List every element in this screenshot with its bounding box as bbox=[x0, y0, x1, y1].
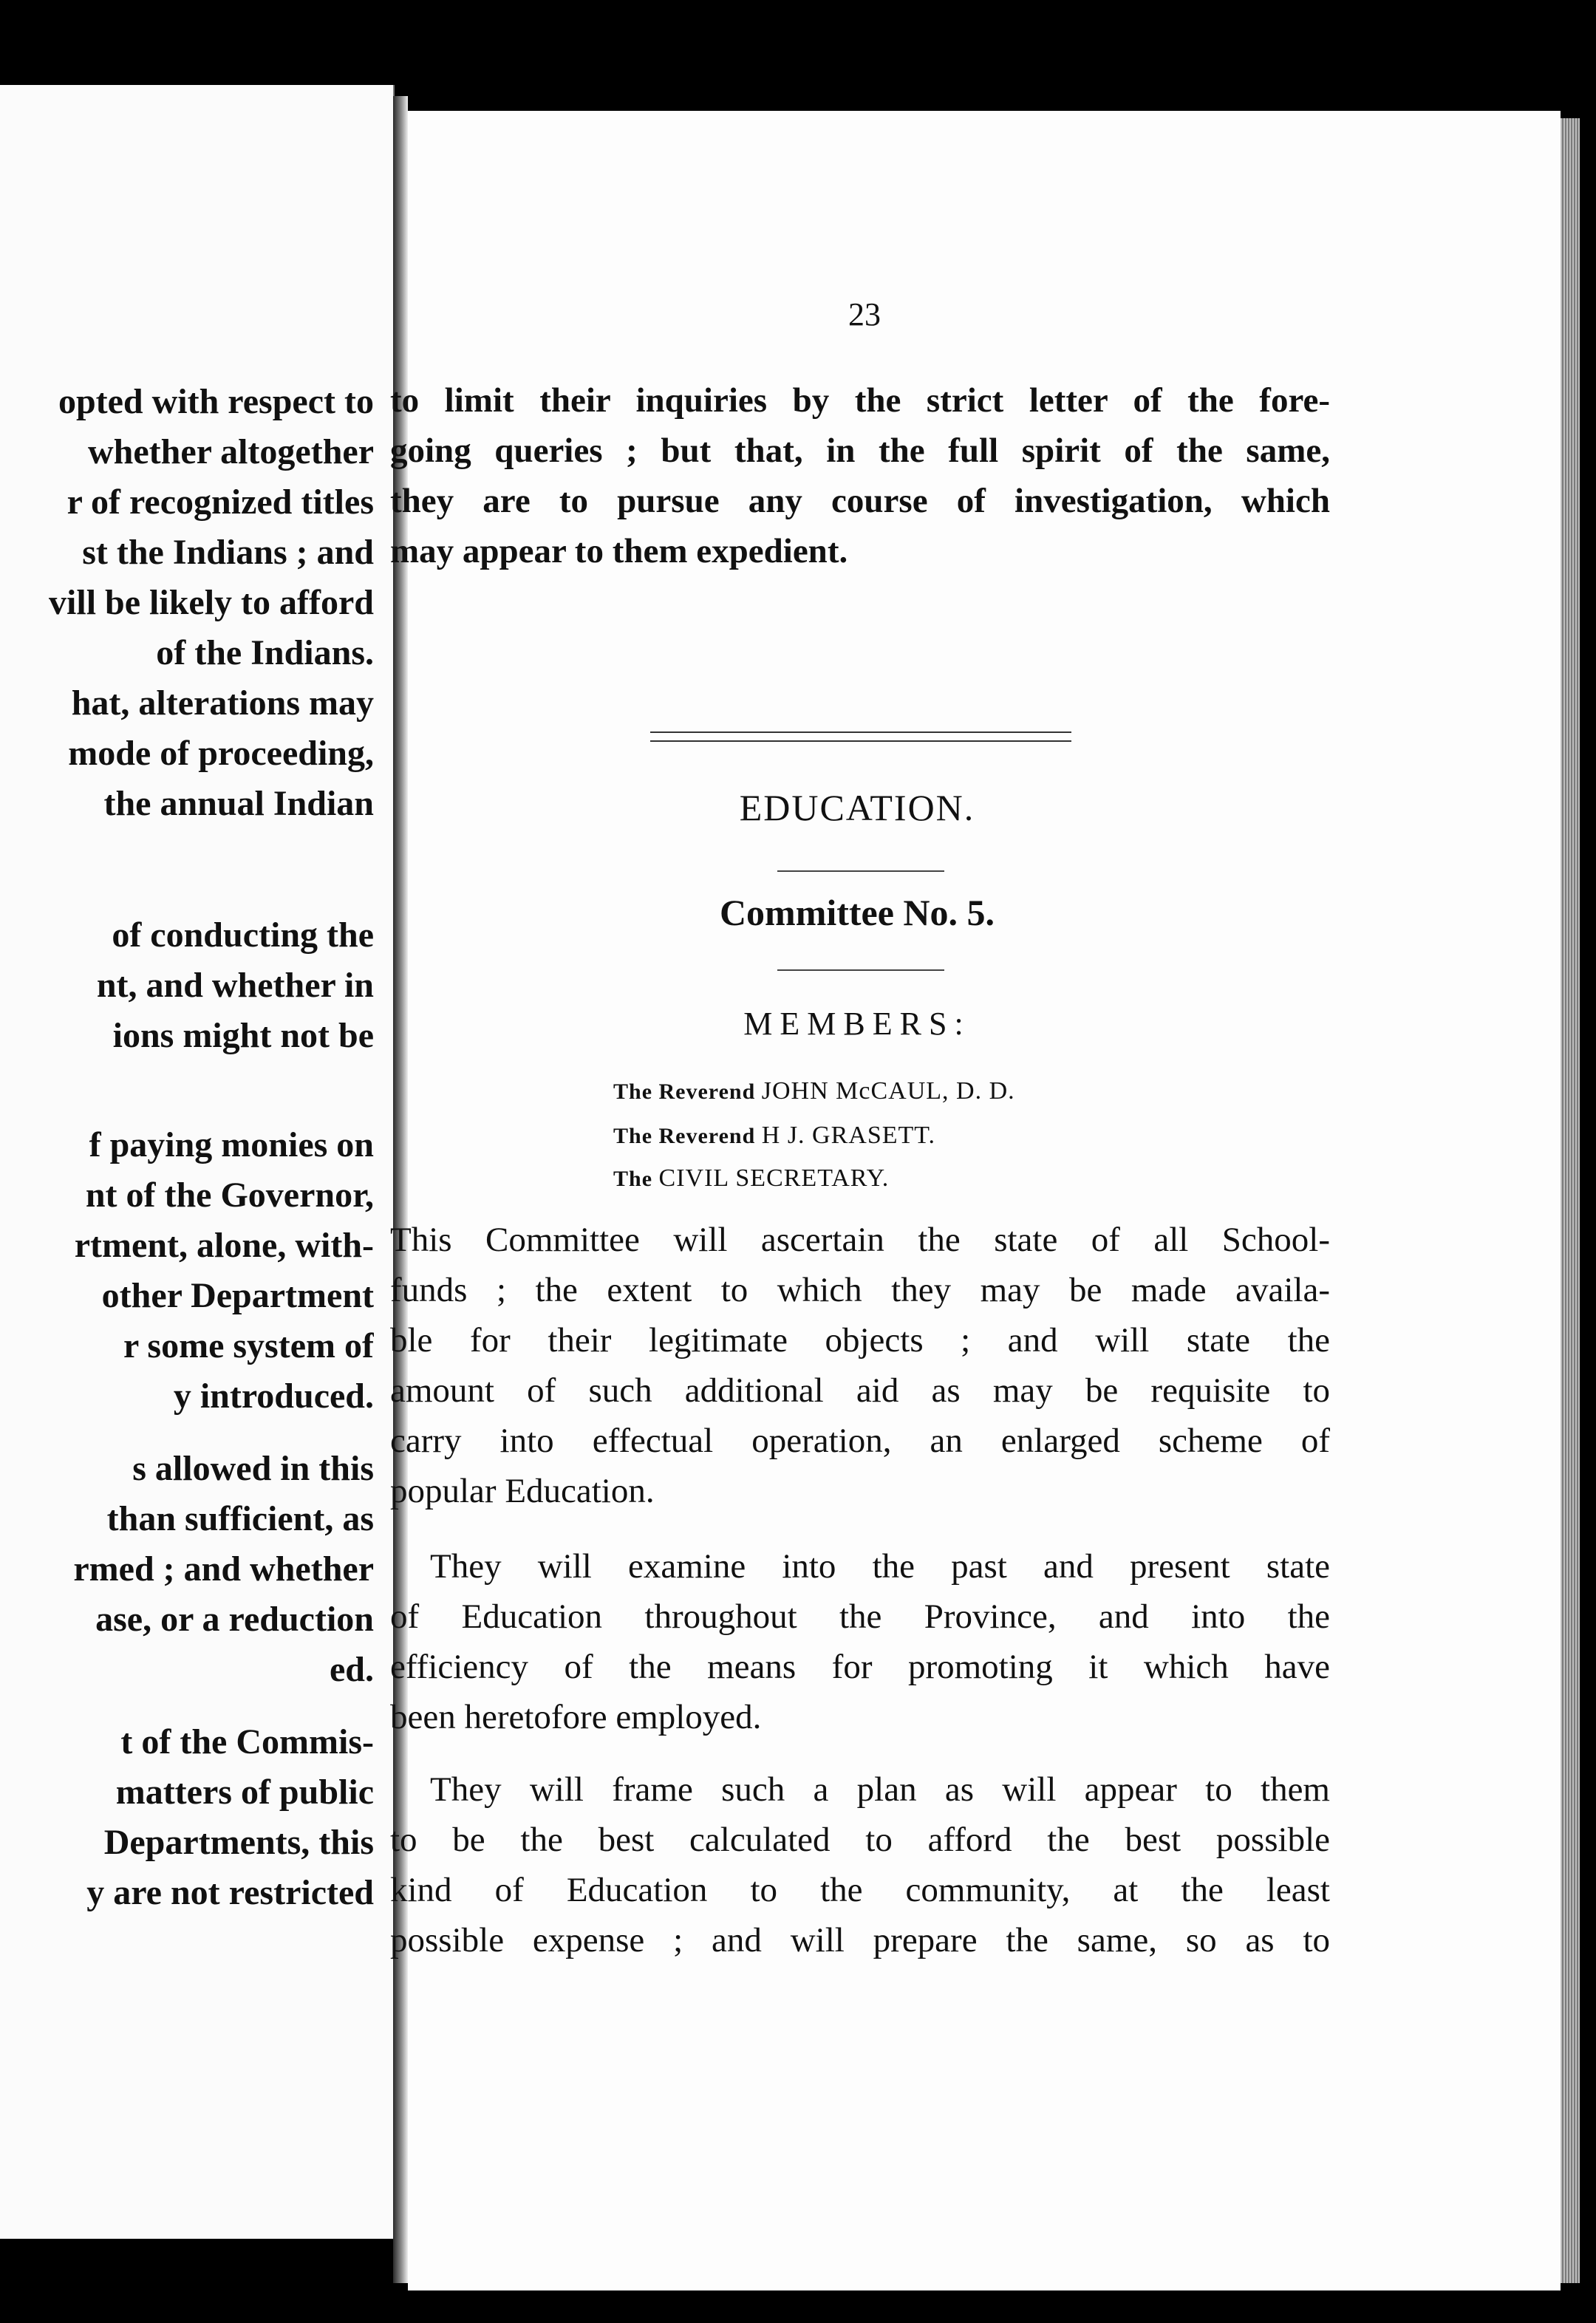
left-line: Departments, this bbox=[103, 1823, 374, 1862]
text-line: to be the best calculated to afford the best possible bbox=[390, 1821, 1330, 1859]
left-line: opted with respect to bbox=[58, 382, 374, 421]
left-line: f paying monies on bbox=[89, 1125, 374, 1164]
left-line: other Department bbox=[101, 1276, 374, 1315]
member-prefix: The bbox=[613, 1167, 653, 1191]
committee-title: Committee No. 5. bbox=[719, 892, 995, 933]
left-line: y are not restricted bbox=[86, 1873, 374, 1912]
section-divider bbox=[650, 731, 1071, 742]
left-line: of conducting the bbox=[112, 915, 374, 955]
text-line: This Committee will ascertain the state of all School- bbox=[390, 1221, 1330, 1259]
left-line: than sufficient, as bbox=[106, 1499, 374, 1538]
left-page bbox=[0, 85, 395, 2239]
paragraph-school-funds bbox=[390, 1215, 1330, 1516]
left-line: rtment, alone, with- bbox=[74, 1226, 374, 1265]
left-line: rmed ; and whether bbox=[73, 1549, 374, 1589]
committee-rule bbox=[777, 969, 944, 971]
text-line: efficiency of the means for promoting it which have bbox=[390, 1648, 1330, 1686]
page-edges bbox=[1561, 118, 1580, 2283]
text-line: they are to pursue any course of investigation, which bbox=[390, 482, 1330, 520]
left-line: s allowed in this bbox=[132, 1449, 374, 1488]
left-page-text bbox=[0, 377, 374, 1918]
left-line: nt of the Governor, bbox=[85, 1176, 374, 1215]
title-rule bbox=[777, 870, 944, 872]
left-line: r some system of bbox=[123, 1326, 374, 1365]
left-line: st the Indians ; and bbox=[82, 533, 374, 572]
member-prefix: The Reverend bbox=[613, 1124, 756, 1148]
left-line: vill be likely to afford bbox=[49, 583, 374, 622]
left-line: whether altogether bbox=[88, 432, 374, 471]
left-line: ed. bbox=[330, 1650, 374, 1689]
paragraph-examine bbox=[390, 1541, 1330, 1742]
text-line: They will examine into the past and present state bbox=[430, 1547, 1330, 1586]
member-entry bbox=[613, 1122, 935, 1150]
text-line: may appear to them expedient. bbox=[390, 532, 848, 570]
text-line: going queries ; but that, in the full spirit of the same, bbox=[390, 431, 1330, 470]
member-name: JOHN McCAUL, D. D. bbox=[761, 1077, 1015, 1105]
left-line: matters of public bbox=[115, 1773, 374, 1812]
continuation-paragraph bbox=[390, 375, 1330, 576]
member-name: H J. GRASETT. bbox=[761, 1122, 936, 1149]
left-line: mode of proceeding, bbox=[68, 734, 374, 773]
text-line: of Education throughout the Province, and into the bbox=[390, 1597, 1330, 1636]
paragraph-frame-plan bbox=[390, 1764, 1330, 1965]
text-line: They will frame such a plan as will appear to them bbox=[430, 1770, 1330, 1809]
members-heading: MEMBERS: bbox=[743, 1006, 971, 1042]
member-name: CIVIL SECRETARY. bbox=[658, 1164, 890, 1192]
left-line: of the Indians. bbox=[156, 633, 374, 672]
member-prefix: The Reverend bbox=[613, 1079, 756, 1104]
text-line: possible expense ; and will prepare the same, so as to bbox=[390, 1921, 1330, 1959]
left-line: y introduced. bbox=[173, 1377, 374, 1416]
left-line: hat, alterations may bbox=[71, 683, 374, 723]
text-line: kind of Education to the community, at the least bbox=[390, 1871, 1330, 1909]
text-line: carry into effectual operation, an enlarged scheme of bbox=[390, 1422, 1330, 1460]
text-line: been heretofore employed. bbox=[390, 1698, 762, 1736]
left-line: the annual Indian bbox=[103, 784, 374, 823]
left-line: ions might not be bbox=[112, 1016, 374, 1055]
member-entry bbox=[613, 1164, 889, 1193]
left-line: nt, and whether in bbox=[96, 966, 374, 1005]
text-line: funds ; the extent to which they may be made availa- bbox=[390, 1271, 1330, 1309]
text-line: ble for their legitimate objects ; and will state the bbox=[390, 1321, 1330, 1360]
left-line: t of the Commis- bbox=[120, 1722, 374, 1761]
text-line: to limit their inquiries by the strict letter of the fore- bbox=[390, 381, 1330, 420]
member-entry bbox=[613, 1077, 1015, 1105]
text-line: popular Education. bbox=[390, 1472, 655, 1510]
section-title: EDUCATION. bbox=[739, 787, 975, 828]
page-number: 23 bbox=[848, 296, 881, 332]
text-line: amount of such additional aid as may be requisite to bbox=[390, 1371, 1330, 1410]
left-line: r of recognized titles bbox=[66, 482, 374, 522]
left-line: ase, or a reduction bbox=[95, 1600, 374, 1639]
